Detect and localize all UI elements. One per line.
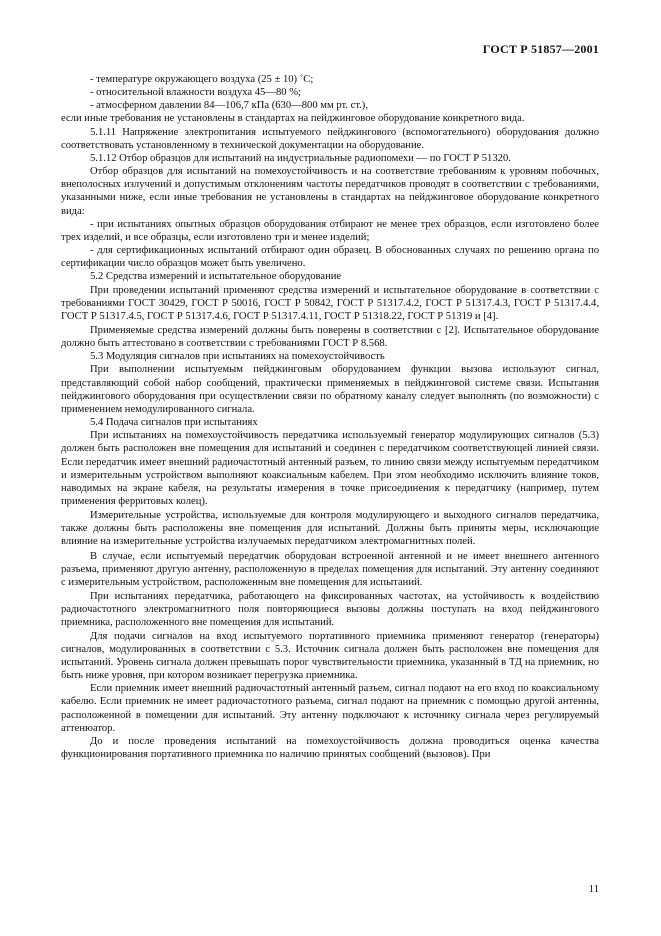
section-heading-5-2: 5.2 Средства измерений и испытательное оборудование <box>90 271 342 283</box>
document-header-title: ГОСТ Р 51857—2001 <box>482 42 599 56</box>
list-item-temperature: - температуре окружающего воздуха (25 ± 10) ˚С; <box>90 74 314 85</box>
paragraph-fixed-frequency: При испытаниях передатчика, работающего на фиксированных частотах, на устойчивость к воздействию радиочастотного электромагнитного поля повторяющиеся вызовы должны поступать на вход пейджингового приемника, расположенного вне помещения для испытаний. <box>61 591 599 629</box>
paragraph-receiver-connector: Если приемник имеет внешний радиочастотный антенный разъем, сигнал подают на его вход по коаксиальному кабелю. Если приемник не имеет радиочастотного разъема, сигнал подают на приемник с помощью другой антенны, расположенной в помещении для испытаний. Эту антенну подключают к источнику сигнала через регулируемый аттенюатор. <box>61 683 599 734</box>
paragraph-sampling: Отбор образцов для испытаний на помехоустойчивость и на соответствие требованиям к уровням побочных, внеполосных излучений и допустимым отклонениям частоты передатчиков проводят в соответствии с требованиями, указанными ниже, если иные требования не установлены в стандартах на пейджинговое оборудование конкретного вида: <box>61 166 599 217</box>
paragraph-built-in-antenna: В случае, если испытуемый передатчик оборудован встроенной антенной и не имеет внешнего антенного разъема, применяют другую антенну, расположенную в пределах помещения для испытаний. Эту антенну соединяют с измерительным устройством, расположенным вне помещения для испытаний. <box>61 550 599 588</box>
section-heading-5-3: 5.3 Модуляция сигналов при испытаниях на помехоустойчивость <box>90 351 385 363</box>
paragraph-verification: Применяемые средства измерений должны быть поверены в соответствии с [2]. Испытательное оборудование должно быть аттестовано в соответствии с требованиями ГОСТ Р 8.568. <box>61 324 599 350</box>
list-item-certification-samples: - для сертификационных испытаний отбирают один образец. В обоснованных случаях по решению органа по сертификации число образцов может быть увеличено. <box>61 245 599 270</box>
paragraph-test-equipment: При проведении испытаний применяют средства измерений и испытательное оборудование в соответствии с требованиями ГОСТ 30429, ГОСТ Р 50016, ГОСТ Р 50842, ГОСТ Р 51317.4.2, ГОСТ Р 51317.4.3, ГОСТ Р 51317.4.4, ГОСТ Р 51317.4.5, ГОСТ Р 51317.4.6, ГОСТ Р 51317.4.11, ГОСТ Р 51318.22, ГОСТ Р 51319 и [4]. <box>61 284 599 322</box>
document-body <box>61 73 599 761</box>
paragraph-transmitter-generator: При испытаниях на помехоустойчивость передатчика используемый генератор модулирующих сигналов (5.3) должен быть расположен вне помещения для испытаний и соединен с передатчиком соответствующей линией связи. Если передатчик имеет внешний радиочастотный антенный разъем, то линию связи между испытуемым передатчиком и измерительным устройством выполняют коаксиальным кабелем. При этом необходимо исключить влияние токов, наводимых на экране кабеля, на результаты измерения в точке присоединения к передатчику (например, путем применения ферритовых колец). <box>61 430 599 507</box>
paragraph-conditions-note: если иные требования не установлены в стандартах на пейджинговое оборудование конкретного вида. <box>61 113 525 125</box>
list-item-prototype-samples: - при испытаниях опытных образцов оборудования отбирают не менее трех образцов, если изготовлено более трех изделий, и все образцы, если изготовлено три и менее изделий; <box>61 218 599 243</box>
paragraph-call-signal: При выполнении испытуемым пейджинговым оборудованием функции вызова используют сигнал, представляющий собой набор сообщений, практически применяемых в пейджинговой системе связи. Испытания пейджингового оборудования при осуществлении связи по обратному каналу следует выполнять (по возможности) с применением немодулированного сигнала. <box>61 364 599 415</box>
section-heading-5-4: 5.4 Подача сигналов при испытаниях <box>90 417 258 429</box>
page-number: 11 <box>588 884 599 895</box>
list-item-humidity: - относительной влажности воздуха 45—80 %; <box>90 87 301 99</box>
clause-5-1-12: 5.1.12 Отбор образцов для испытаний на индустриальные радиопомехи — по ГОСТ Р 51320. <box>90 152 511 164</box>
paragraph-quality-assessment: До и после проведения испытаний на помехоустойчивость должна проводиться оценка качества функционирования портативного приемника по наличию принятых сообщений (вызовов). При <box>61 735 599 760</box>
paragraph-measuring-devices: Измерительные устройства, используемые для контроля модулирующего и выходного сигналов передатчика, также должны быть расположены вне помещения для испытаний. Должны быть приняты меры, исключающие влияние на измерительные устройства излучаемых передатчиком электромагнитных полей. <box>61 510 599 548</box>
paragraph-receiver-signal: Для подачи сигналов на вход испытуемого портативного приемника применяют генератор (генераторы) сигналов, модулированных в соответствии с 5.3. Источник сигнала должен быть расположен вне помещения для испытаний. Уровень сигнала должен превышать порог чувствительности приемника, указанный в ТД на приемник, но быть ниже уровня, при котором возникает перегрузка приемника. <box>61 630 599 682</box>
list-item-pressure: - атмосферном давлении 84—106,7 кПа (630—800 мм рт. ст.), <box>90 100 368 112</box>
clause-5-1-11: 5.1.11 Напряжение электропитания испытуемого пейджингового (вспомогательного) оборудования должно соответствовать установленному в технической документации на оборудование. <box>61 126 599 151</box>
